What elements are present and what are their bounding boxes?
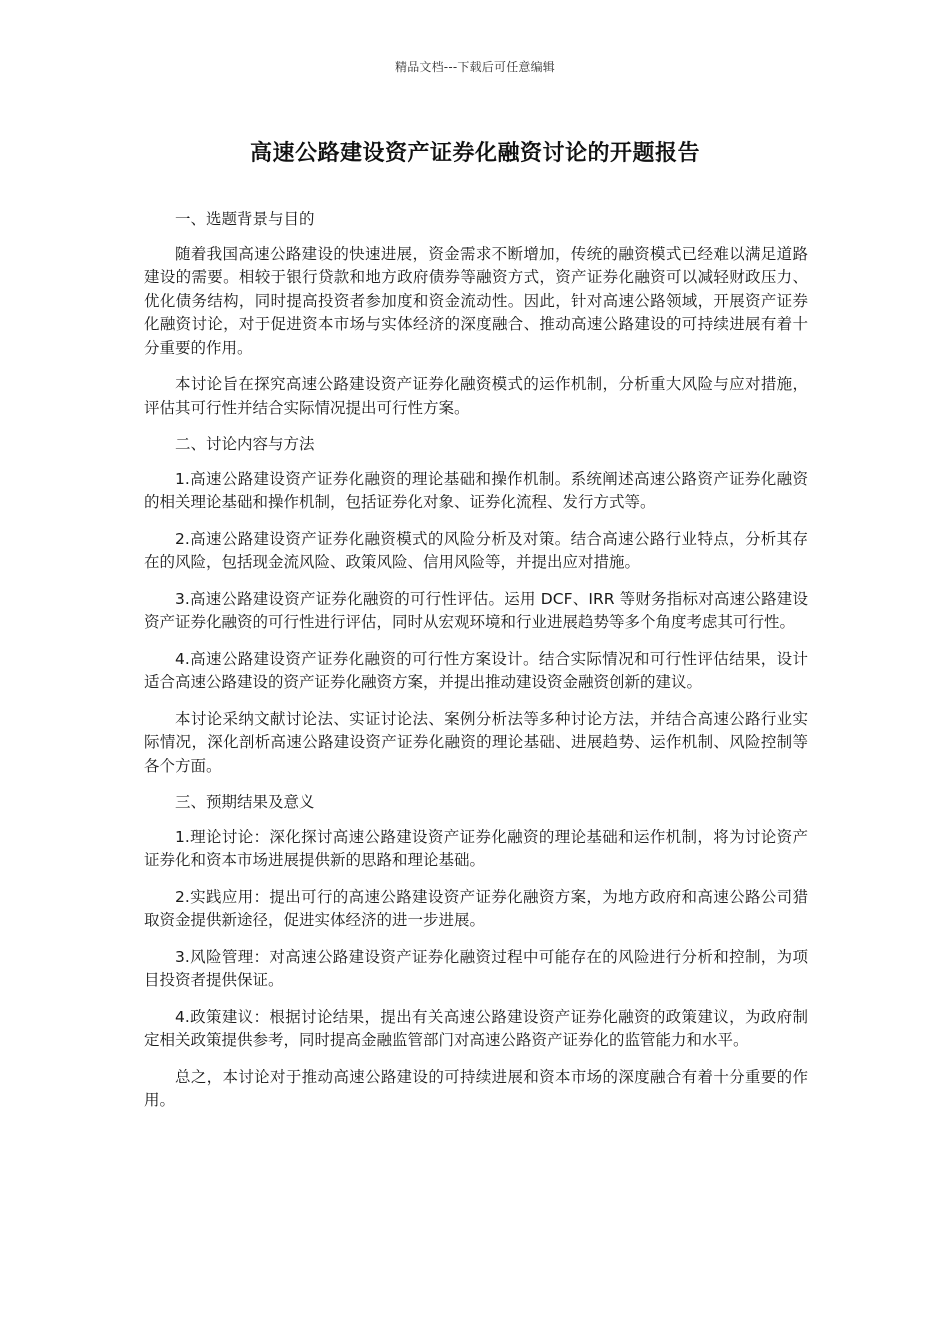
paragraph: 4.高速公路建设资产证券化融资的可行性方案设计。结合实际情况和可行性评估结果，设计适合高速公路建设的资产证券化融资方案，并提出推动建设资金融资创新的建议。 xyxy=(144,649,808,691)
paragraph: 随着我国高速公路建设的快速进展，资金需求不断增加，传统的融资模式已经难以满足道路建设的需要。相较于银行贷款和地方政府债券等融资方式，资产证券化融资可以减轻财政压力、优化债务结构，同时提高投资者参加度和资金流动性。因此，针对高速公路领域，开展资产证券化融资讨论，对于促进资本市场与实体经济的深度融合、推动高速公路建设的可持续进展有着十分重要的作用。 xyxy=(144,244,808,357)
paragraph: 2.高速公路建设资产证券化融资模式的风险分析及对策。结合高速公路行业特点，分析其存在的风险，包括现金流风险、政策风险、信用风险等，并提出应对措施。 xyxy=(144,529,808,571)
paragraph: 3.风险管理：对高速公路建设资产证券化融资过程中可能存在的风险进行分析和控制，为项目投资者提供保证。 xyxy=(144,947,808,989)
section-heading: 二、讨论内容与方法 xyxy=(175,435,315,453)
paragraph: 3.高速公路建设资产证券化融资的可行性评估。运用 DCF、IRR 等财务指标对高速公路建设资产证券化融资的可行性进行评估，同时从宏观环境和行业进展趋势等多个角度考虑其可行性。 xyxy=(144,589,808,631)
paragraph: 2.实践应用：提出可行的高速公路建设资产证券化融资方案，为地方政府和高速公路公司猎取资金提供新途径，促进实体经济的进一步进展。 xyxy=(144,887,808,929)
document-body xyxy=(144,208,808,1126)
page-header: 精品文档---下载后可任意编辑 xyxy=(395,60,555,74)
paragraph: 1.理论讨论：深化探讨高速公路建设资产证券化融资的理论基础和运作机制，将为讨论资产证券化和资本市场进展提供新的思路和理论基础。 xyxy=(144,827,808,869)
paragraph: 4.政策建议：根据讨论结果，提出有关高速公路建设资产证券化融资的政策建议，为政府制定相关政策提供参考，同时提高金融监管部门对高速公路资产证券化的监管能力和水平。 xyxy=(144,1007,808,1049)
paragraph: 总之，本讨论对于推动高速公路建设的可持续进展和资本市场的深度融合有着十分重要的作用。 xyxy=(144,1067,808,1109)
paragraph: 本讨论采纳文献讨论法、实证讨论法、案例分析法等多种讨论方法，并结合高速公路行业实际情况，深化剖析高速公路建设资产证券化融资的理论基础、进展趋势、运作机制、风险控制等各个方面。 xyxy=(144,709,808,775)
section-heading: 三、预期结果及意义 xyxy=(175,793,315,811)
document-title: 高速公路建设资产证券化融资讨论的开题报告 xyxy=(249,141,700,166)
paragraph: 本讨论旨在探究高速公路建设资产证券化融资模式的运作机制，分析重大风险与应对措施，评估其可行性并结合实际情况提出可行性方案。 xyxy=(144,375,808,417)
paragraph: 1.高速公路建设资产证券化融资的理论基础和操作机制。系统阐述高速公路资产证券化融资的相关理论基础和操作机制，包括证券化对象、证券化流程、发行方式等。 xyxy=(144,469,808,511)
section-heading: 一、选题背景与目的 xyxy=(175,210,315,228)
